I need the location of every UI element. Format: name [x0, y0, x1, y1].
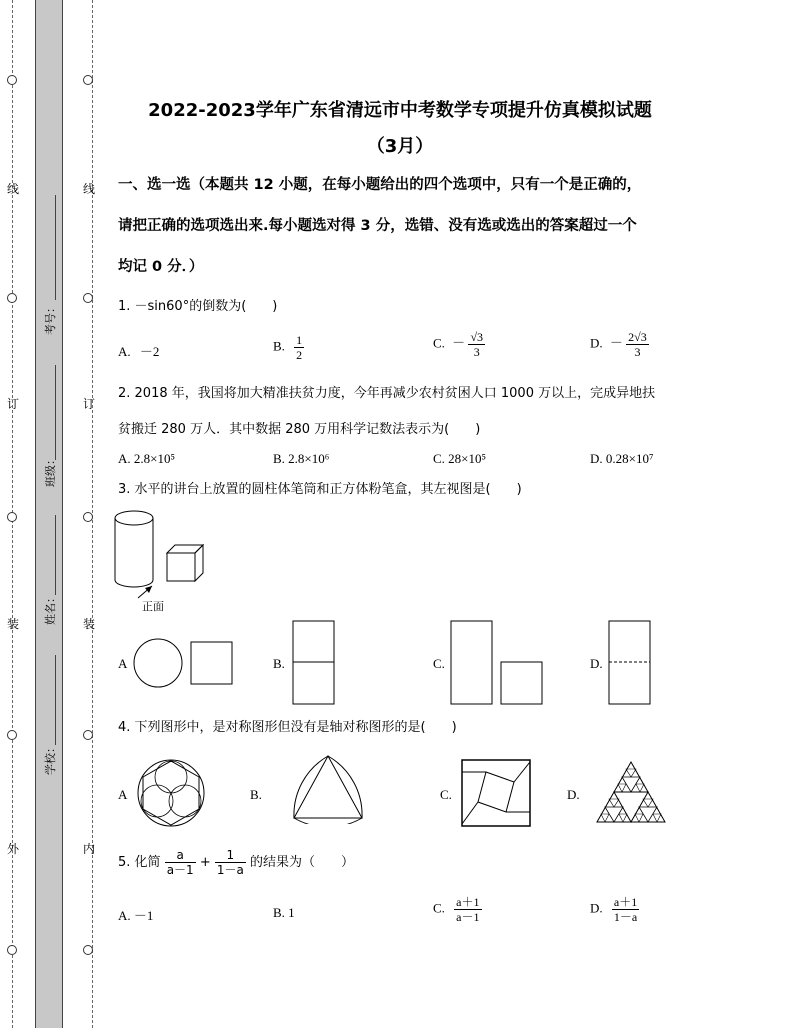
- fraction: [294, 333, 304, 362]
- numerator: a＋1: [613, 895, 638, 909]
- q2-option-a[interactable]: A. 2.8×10⁵: [118, 451, 176, 466]
- triangle: [294, 756, 362, 818]
- binding-hole: [7, 512, 17, 522]
- q5-option-c[interactable]: [433, 895, 482, 924]
- pinwheel-line: [514, 762, 530, 782]
- denominator: 2: [296, 348, 303, 362]
- fraction: [454, 895, 481, 924]
- margin-char: 外: [7, 842, 20, 856]
- sign: －: [609, 335, 623, 351]
- plus-sign: +: [199, 855, 211, 870]
- petal-arc: [155, 761, 187, 793]
- q5-prefix: 5. 化简: [118, 855, 161, 870]
- cube-side: [195, 545, 203, 581]
- cylinder-top: [115, 511, 153, 525]
- fraction: [612, 895, 639, 924]
- field-name-label: 姓名：: [44, 592, 57, 625]
- field-school-label: 学校：: [44, 742, 57, 775]
- denominator: 3: [473, 345, 480, 359]
- option-label: B.: [273, 338, 285, 354]
- numerator: a: [165, 848, 196, 863]
- q3-option-d-label[interactable]: D.: [590, 656, 603, 671]
- binding-hole: [7, 945, 17, 955]
- margin-char: 装: [7, 617, 20, 631]
- question-2-text-line1: 2. 2018 年，我国将加大精准扶贫力度，今年再减少农村贫困人口 1000 万以上，完成异地扶: [118, 386, 656, 401]
- q3-option-c-label[interactable]: C.: [433, 656, 445, 671]
- q3-front-label: 正面: [142, 600, 164, 613]
- field-exam-number-label: 考号：: [44, 302, 57, 335]
- q4-option-d-label[interactable]: D.: [567, 787, 580, 802]
- reuleaux-arc: [294, 818, 362, 824]
- sierpinski-tiny: [653, 814, 661, 822]
- question-4-text: 4. 下列图形中，是对称图形但没有是轴对称图形的是( ): [118, 720, 457, 735]
- field-school-line[interactable]: [55, 655, 56, 745]
- q4-option-b-label[interactable]: B.: [250, 787, 262, 802]
- outer-square: [462, 760, 530, 826]
- option-label: C.: [433, 900, 445, 916]
- q4-option-c-label[interactable]: C.: [440, 787, 452, 802]
- sierpinski-tiny: [636, 784, 644, 792]
- q4-option-c-figure[interactable]: [460, 758, 532, 828]
- petal-arc: [169, 785, 201, 817]
- field-name-line[interactable]: [55, 515, 56, 595]
- sierpinski-sub: [622, 777, 640, 792]
- field-exam-number-line[interactable]: [55, 195, 56, 300]
- field-class-line[interactable]: [55, 365, 56, 460]
- section-instructions-line3: 均记 0 分．）: [118, 259, 204, 275]
- q2-option-d[interactable]: D. 0.28×10⁷: [590, 451, 654, 466]
- denominator: a－1: [166, 863, 194, 877]
- binding-hole: [83, 293, 93, 303]
- sierpinski-tiny: [635, 814, 643, 822]
- q3-option-b-label[interactable]: B.: [273, 656, 285, 671]
- q3-option-a-figure[interactable]: [132, 638, 237, 688]
- q5-option-d[interactable]: [590, 895, 639, 924]
- denominator: 3: [634, 345, 641, 359]
- margin-char: 线: [7, 182, 20, 196]
- binding-hole: [83, 75, 93, 85]
- q5-option-a[interactable]: A. －1: [118, 908, 154, 923]
- margin-char: 内: [83, 842, 96, 856]
- q1-option-d[interactable]: [590, 330, 649, 359]
- q4-option-a-figure[interactable]: [135, 757, 207, 829]
- binding-hole: [83, 945, 93, 955]
- fraction: [165, 848, 196, 877]
- pinwheel-line: [462, 802, 478, 824]
- option-label: C.: [433, 335, 445, 351]
- q3-option-a-label[interactable]: A: [118, 656, 128, 671]
- option-label: A.: [118, 344, 131, 359]
- circle-view: [134, 639, 182, 687]
- option-label: D.: [590, 335, 603, 351]
- page-title: 2022-2023学年广东省清远市中考数学专项提升仿真模拟试题: [148, 100, 652, 121]
- numerator: a＋1: [456, 895, 480, 909]
- numerator: 1: [215, 848, 246, 863]
- sierpinski-tiny: [618, 784, 626, 792]
- section-instructions-line2: 请把正确的选项选出来.每小题选对得 3 分，选错、没有选或选出的答案超过一个: [118, 218, 637, 234]
- sierpinski-sub: [605, 807, 623, 822]
- tall-rect: [451, 621, 492, 704]
- square-view: [501, 662, 542, 704]
- binding-strip: [35, 0, 63, 1028]
- fraction: [468, 330, 485, 359]
- sign: －: [452, 335, 466, 351]
- sierpinski-tiny: [601, 814, 609, 822]
- q5-option-b[interactable]: B. 1: [273, 905, 295, 920]
- page-subtitle: （3月）: [366, 136, 434, 157]
- binding-hole: [83, 730, 93, 740]
- q4-option-d-figure[interactable]: [595, 760, 667, 824]
- cube-top: [167, 545, 203, 553]
- binding-hole: [83, 512, 93, 522]
- question-5-text: [118, 848, 354, 877]
- option-value: －2: [139, 344, 160, 359]
- cylinder-bottom: [115, 580, 153, 587]
- q1-option-a[interactable]: [118, 341, 159, 360]
- petal-arc: [141, 785, 173, 817]
- q1-option-b[interactable]: [273, 333, 304, 362]
- front-arrowhead: [145, 586, 152, 593]
- field-class-label: 班级：: [44, 454, 57, 487]
- square-view: [191, 642, 232, 684]
- binding-hole: [7, 730, 17, 740]
- sierpinski-tiny: [619, 814, 627, 822]
- cube-front: [167, 553, 195, 581]
- inner-tilted-square: [478, 772, 514, 812]
- denominator: 1－a: [216, 863, 244, 877]
- q3-setup-figure: [112, 508, 222, 618]
- q2-option-c[interactable]: C. 28×10⁵: [433, 451, 487, 466]
- numerator: √3: [470, 330, 484, 344]
- question-1-text: 1. －sin60°的倒数为( ): [118, 299, 278, 314]
- q1-option-c[interactable]: [433, 330, 485, 359]
- fraction: [215, 848, 246, 877]
- numerator: 1: [296, 333, 303, 347]
- fraction: [626, 330, 649, 359]
- q3-option-c-figure[interactable]: [450, 620, 546, 706]
- question-3-text: 3. 水平的讲台上放置的圆柱体笔筒和正方体粉笔盒，其左视图是( ): [118, 482, 522, 497]
- sierpinski-tiny: [626, 769, 636, 777]
- sierpinski-tiny: [643, 799, 653, 807]
- sierpinski-sub: [639, 807, 657, 822]
- denominator: a－1: [456, 910, 480, 924]
- denominator: 1－a: [613, 910, 638, 924]
- q5-suffix: 的结果为（ ）: [250, 855, 355, 870]
- binding-hole: [7, 75, 17, 85]
- q3-option-b-figure[interactable]: [292, 620, 337, 706]
- q2-option-b[interactable]: B. 2.8×10⁶: [273, 451, 330, 466]
- binding-hole: [7, 293, 17, 303]
- numerator: 2√3: [628, 330, 647, 344]
- q4-option-b-figure[interactable]: [288, 752, 368, 824]
- margin-char: 订: [83, 397, 96, 411]
- option-label: D.: [590, 900, 603, 916]
- question-2-text-line2: 贫搬迁 280 万人．其中数据 280 万用科学记数法表示为( ): [118, 422, 481, 437]
- q3-option-d-figure[interactable]: [608, 620, 653, 706]
- margin-char: 订: [7, 397, 20, 411]
- section-instructions-line1: 一、选一选（本题共 12 小题，在每小题给出的四个选项中，只有一个是正确的，: [118, 177, 642, 193]
- margin-char: 线: [83, 182, 96, 196]
- margin-char: 装: [83, 617, 96, 631]
- q4-option-a-label[interactable]: A: [118, 787, 128, 802]
- sierpinski-tiny: [609, 799, 619, 807]
